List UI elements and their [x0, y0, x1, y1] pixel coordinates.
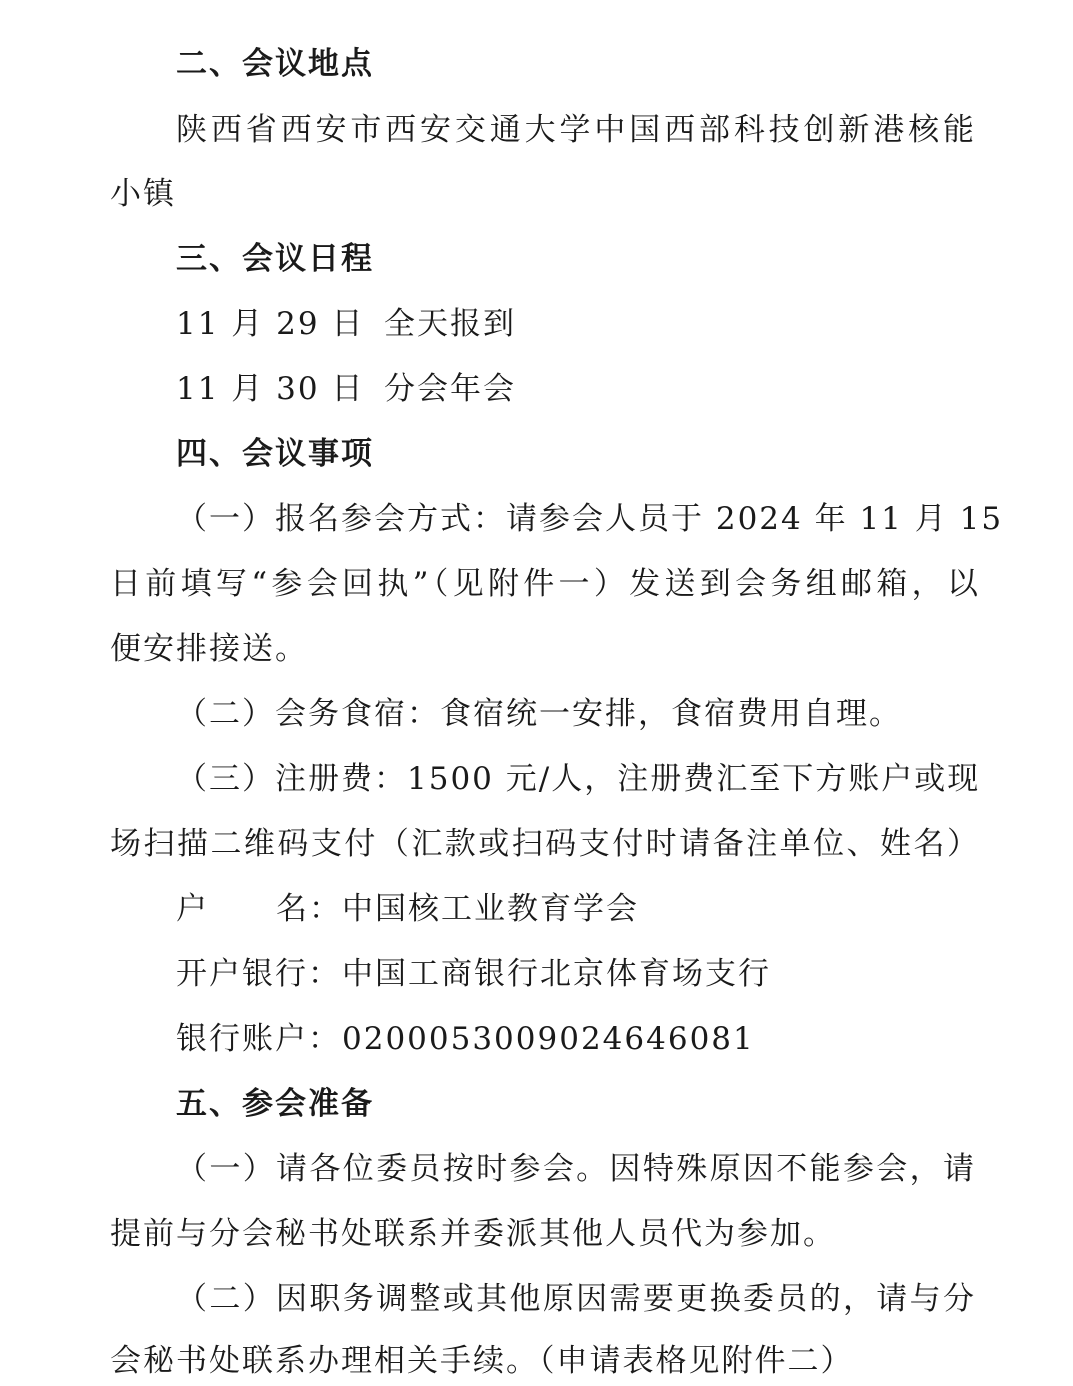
schedule-date: 11 月 29 日 [176, 306, 365, 342]
account-name-value: 中国核工业教育学会 [342, 891, 639, 927]
schedule-row [176, 369, 976, 409]
section-heading-location: 二、会议地点 [176, 46, 374, 82]
account-name-label: 户 名： [176, 891, 342, 927]
account-number-label: 银行账户： [176, 1021, 341, 1057]
account-name-row [176, 889, 976, 929]
location-text-line1: 陕西省西安市西安交通大学中国西部科技创新港核能 [176, 112, 976, 148]
registration-text-line1: （一）报名参会方式：请参会人员于 2024 年 11 月 15 [176, 501, 1004, 537]
bank-value: 中国工商银行北京体育场支行 [342, 956, 771, 992]
registration-text-line2: 日前填写“参会回执”（见附件一）发送到会务组邮箱，以 [110, 566, 980, 602]
fee-text-line1: （三）注册费：1500 元/人，注册费汇至下方账户或现 [176, 761, 981, 797]
section-heading-preparation: 五、参会准备 [176, 1086, 374, 1122]
accommodation-text: （二）会务食宿：食宿统一安排，食宿费用自理。 [176, 696, 902, 732]
bank-row [176, 954, 976, 994]
schedule-date: 11 月 30 日 [176, 371, 365, 407]
account-number-value: 0200053009024646081 [342, 1021, 755, 1057]
schedule-row [176, 304, 976, 344]
account-number-row [176, 1019, 976, 1059]
preparation-item2-line2: 会秘书处联系办理相关手续。（申请表格见附件二） [110, 1343, 854, 1379]
preparation-item2-line1: （二）因职务调整或其他原因需要更换委员的，请与分 [176, 1281, 976, 1317]
preparation-item1-line1: （一）请各位委员按时参会。因特殊原因不能参会，请 [176, 1151, 976, 1187]
location-text-line2: 小镇 [110, 176, 176, 212]
section-heading-matters: 四、会议事项 [176, 436, 374, 472]
schedule-event: 分会年会 [384, 371, 516, 407]
registration-text-line3: 便安排接送。 [110, 631, 308, 667]
bank-label: 开户银行： [176, 956, 341, 992]
section-heading-schedule: 三、会议日程 [176, 241, 374, 277]
fee-text-line2: 场扫描二维码支付（汇款或扫码支付时请备注单位、姓名） [110, 826, 980, 862]
preparation-item1-line2: 提前与分会秘书处联系并委派其他人员代为参加。 [110, 1216, 836, 1252]
schedule-event: 全天报到 [384, 306, 516, 342]
